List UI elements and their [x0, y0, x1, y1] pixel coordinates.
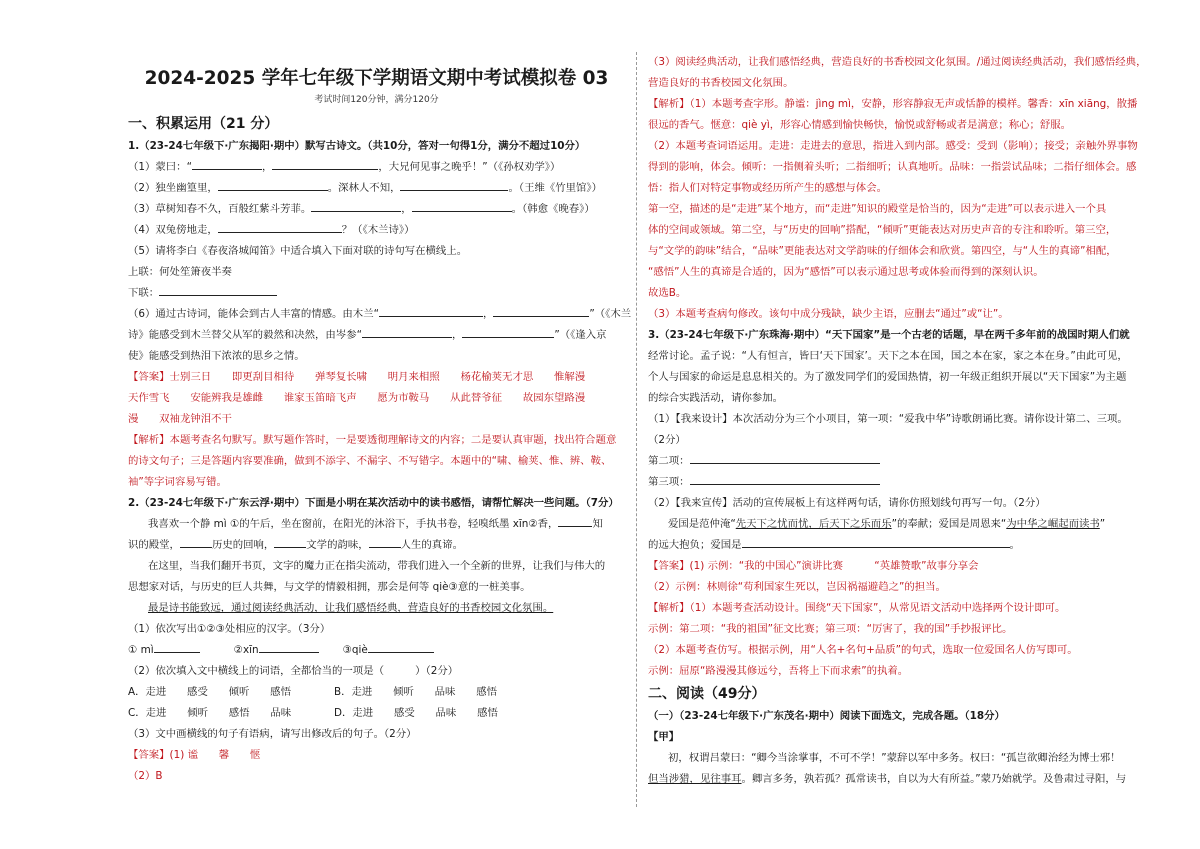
page-title: 2024-2025 学年七年级下学期语文期中考试模拟卷 03: [144, 68, 609, 89]
question-2-1-blanks: ① mì ②xīn ③qiè: [128, 640, 625, 661]
question-1-4: （4）双兔傍地走， ？（《木兰诗》）: [128, 220, 625, 241]
question-3-1-score: （2分）: [648, 434, 686, 446]
analysis-3-cont: 示例：屈原“路漫漫其修远兮，吾将上下而求索”的执着。: [648, 665, 909, 677]
question-3-text: 的综合实践活动，请你参加。: [648, 392, 784, 404]
option-a[interactable]: A．走进 感受 倾听 感悟: [128, 686, 291, 698]
slogan-line-2: 的远大抱负；爱国是 。: [648, 535, 1143, 556]
section-heading-1: 一、积累运用（21 分）: [128, 116, 279, 132]
passage-label: 【甲】: [648, 731, 680, 743]
answer-line: （3）阅读经典活动，让我们感悟经典，营造良好的书香校园文化氛围。/通过阅读经典活动，我们感悟经典，: [648, 56, 1147, 68]
analysis-line: 【解析】（1）本题考查字形。静谧：jìng mì，安静，形容静寂无声或恬静的模样。馨香：xīn xiāng，散播: [648, 98, 1138, 110]
question-1-6: （6）通过古诗词，能体会到古人丰富的情感。由木兰“ ， ”（《木兰: [128, 304, 625, 325]
question-2-3: （3）文中画横线的句子有语病，请写出修改后的句子。（2分）: [128, 728, 417, 740]
answer-blank[interactable]: [159, 283, 277, 296]
answer-blank[interactable]: [558, 514, 592, 527]
analysis-line: 得到的影响，体会。倾听：一指侧着头听；二指细听；认真地听。品味：一指尝试品味；二指仔细体会。感: [648, 161, 1137, 173]
analysis-line: （3）本题考查病句修改。该句中成分残缺，缺少主语，应删去“通过”或“让”。: [648, 308, 1009, 320]
option-d[interactable]: D．走进 感受 品味 感悟: [334, 707, 498, 719]
question-2-2: （2）依次填入文中横线上的词语，全都恰当的一项是（ ）（2分）: [128, 665, 459, 677]
answer-1-cont: 天作雪飞 安能辨我是雄雌 谁家玉笛暗飞声 愿为市鞍马 从此替爷征 故园东望路漫: [128, 392, 586, 404]
passage-line: 我喜欢一个静 mì ①的午后，坐在窗前，在阳光的沐浴下，手执书卷，轻嗅纸墨 xīn②香， 知: [128, 514, 625, 535]
item-two: 第二项：: [648, 451, 1143, 472]
passage-line: 思想家对话，与历史的巨人共舞，与文学的情毅相拥，那会是何等 qiè③意的一桩美事。: [128, 581, 531, 593]
question-1-1: （1）蒙曰：“ ， ，大兄何见事之晚乎！”（《孙权劝学》）: [128, 157, 625, 178]
analysis-line: 故选B。: [648, 287, 687, 299]
answer-blank[interactable]: [362, 325, 452, 338]
analysis-3-cont: （2）本题考查仿写。根据示例，用“人名+名句+品质”的句式，选取一位爱国名人仿写即可。: [648, 644, 1078, 656]
answer-blank[interactable]: [742, 535, 1010, 548]
answer-blank[interactable]: [274, 535, 306, 548]
answer-3-cont: （2）示例：林则徐“苟利国家生死以，岂因祸福避趋之”的担当。: [648, 581, 946, 593]
slogan-line: 爱国是范仲淹“先天下之忧而忧，后天下之乐而乐”的奉献；爱国是周恩来“为中华之崛起而读书”: [668, 518, 1106, 530]
answer-blank[interactable]: [412, 199, 512, 212]
question-1-heading: 1.（23-24七年级下·广东揭阳·期中）默写古诗文。（共10分，答对一句得1分，满分不超过10分）: [128, 140, 586, 152]
exam-info: 考试时间120分钟，满分120分: [314, 95, 439, 105]
analysis-line: “感悟”人生的真谛是合适的，因为“感悟”可以表示通过思考或体验而得到的深刻认识。: [648, 266, 1044, 278]
answer-blank[interactable]: [369, 535, 401, 548]
couplet-lower: 下联：: [128, 283, 625, 304]
analysis-line: 体的空间或领域。第二空，与“历史的回响”搭配，“倾听”更能表达对历史声音的专注和聆听。第三空，: [648, 224, 1117, 236]
analysis-line: 第一空，描述的是“走进”某个地方，而“走进”知识的殿堂是恰当的，因为“走进”可以表示进入一个具: [648, 203, 1107, 215]
answer-blank[interactable]: [379, 304, 483, 317]
passage-line: 在这里，当我们翻开书页，文字的魔力正在指尖流动，带我们进入一个全新的世界，让我们与伟大的: [148, 560, 606, 572]
answer-blank[interactable]: [690, 451, 880, 464]
passage-line: 但当涉猎，见往事耳。卿言多务，孰若孤？孤常读书，自以为大有所益。”蒙乃始就学。及鲁肃过寻阳，与: [648, 773, 1127, 785]
analysis-line: 很远的香气。惬意：qiè yì，形容心情感到愉快畅快，愉悦或舒畅或者是满意；称心；舒服。: [648, 119, 1072, 131]
answer-2: 【答案】(1) 谧 馨 惬: [128, 749, 261, 761]
question-1-3: （3）草树知春不久，百般红紫斗芳菲。 ， 。（韩愈《晚春》）: [128, 199, 625, 220]
analysis-line: 悟：指人们对特定事物或经历所产生的感想与体会。: [648, 182, 887, 194]
question-2-1: （1）依次写出①②③处相应的汉字。（3分）: [128, 623, 331, 635]
answer-blank[interactable]: [218, 220, 342, 233]
option-c[interactable]: C．走进 倾听 感悟 品味: [128, 707, 292, 719]
question-3-1: （1）【我来设计】本次活动分为三个小项目，第一项：“爱我中华”诗歌朗诵比赛。请你设计第二、三项。: [648, 413, 1128, 425]
question-1-6-cont: 诗》能感受到木兰替父从军的毅然和决然，由岑参“ ， ”（《逢入京: [128, 325, 625, 346]
answer-blank[interactable]: [259, 640, 319, 653]
option-b[interactable]: B．走进 倾听 品味 感悟: [334, 686, 497, 698]
question-3-heading: 3.（23-24七年级下·广东珠海·期中）“天下国家”是一个古老的话题，早在两千多年前的战国时期人们就: [648, 329, 1130, 341]
analysis-1: 【解析】本题考查名句默写。默写题作答时，一是要透彻理解诗文的内容；二是要认真审题，找出符合题意: [128, 434, 617, 446]
couplet-upper: 上联：何处笙箫夜半奏: [128, 266, 232, 278]
question-1-6-end: 使》能感受到热泪下浓浓的思乡之情。: [128, 350, 305, 362]
answer-2-cont: （2）B: [128, 770, 163, 782]
analysis-line: 与“文学的韵味”结合，“品味”更能表达对文学韵味的仔细体会和欣赏。第四空，与“人生的真谛”相配，: [648, 245, 1117, 257]
question-3-2: （2）【我来宣传】活动的宣传展板上有这样两句话，请你仿照划线句再写一句。（2分）: [648, 497, 1046, 509]
answer-blank[interactable]: [218, 178, 328, 191]
passage-line: 初，权谓吕蒙曰：“卿今当涂掌事，不可不学！”蒙辞以军中多务。权曰：“孤岂欲卿治经为博士邪！: [668, 752, 1121, 764]
answer-blank[interactable]: [272, 157, 378, 170]
passage-line: 识的殿堂， 历史的回响， 文学的韵味， 人生的真谛。: [128, 535, 625, 556]
question-3-text: 个人与国家的命运是息息相关的。为了激发同学们的爱国热情，初一年级正组织开展以“天下国家”为主题: [648, 371, 1127, 383]
analysis-line: （2）本题考查词语运用。走进：走进去的意思，指进入到内部。感受：受到（影响）；接受；亲触外界事物: [648, 140, 1138, 152]
item-three: 第三项：: [648, 472, 1143, 493]
question-1-2: （2）独坐幽篁里， 。深林人不知， 。（王维《竹里馆》）: [128, 178, 625, 199]
analysis-1-cont: 的诗文句子；三是答题内容要准确，做到不添字、不漏字、不写错字。本题中的“啸、榆荚、惟、辨、鞍、: [128, 455, 612, 467]
answer-blank[interactable]: [311, 199, 401, 212]
answer-blank[interactable]: [368, 640, 434, 653]
question-1-5: （5）请将李白《春夜洛城闻笛》中适合填入下面对联的诗句写在横线上。: [128, 245, 468, 257]
answer-3: 【答案】(1) 示例：“我的中国心”演讲比赛 “英雄赞歌”故事分享会: [648, 560, 979, 572]
answer-blank[interactable]: [462, 325, 554, 338]
underlined-sentence: 最是诗书能致远，通过阅读经典活动，让我们感悟经典，营造良好的书香校园文化氛围。: [148, 602, 554, 614]
options-row: [128, 703, 625, 724]
analysis-3-cont: 示例：第二项：“我的祖国”征文比赛；第三项：“厉害了，我的国”手抄报评比。: [648, 623, 1013, 635]
answer-blank[interactable]: [400, 178, 508, 191]
reading-1-heading: （一）（23-24七年级下·广东茂名·期中）阅读下面选文，完成各题。（18分）: [648, 710, 1005, 722]
question-2-heading: 2.（23-24七年级下·广东云浮·期中）下面是小明在某次活动中的读书感悟，请帮忙解决一些问题。（7分）: [128, 497, 619, 509]
question-3-text: 经常讨论。孟子说：“人有恒言，皆曰‘天下国家’。天下之本在国，国之本在家，家之本在身。”由此可见，: [648, 350, 1128, 362]
options-row: [128, 682, 625, 703]
answer-blank[interactable]: [493, 304, 589, 317]
answer-1-end: 漫 双袖龙钟泪不干: [128, 413, 232, 425]
answer-blank[interactable]: [180, 535, 212, 548]
left-column: [128, 52, 632, 787]
analysis-3: 【解析】（1）本题考查活动设计。围绕“天下国家”，从常见语文活动中选择两个设计即可。: [648, 602, 1066, 614]
answer-blank[interactable]: [192, 157, 262, 170]
answer-line: 营造良好的书香校园文化氛围。: [648, 77, 794, 89]
answer-1: 【答案】士别三日 即更刮目相待 弹琴复长啸 明月来相照 杨花榆荚无才思 惟解漫: [128, 371, 586, 383]
answer-blank[interactable]: [154, 640, 200, 653]
column-divider: [636, 52, 637, 807]
right-column: [648, 52, 1147, 790]
answer-blank[interactable]: [690, 472, 880, 485]
analysis-1-end: 袖”等字词容易写错。: [128, 476, 227, 488]
section-heading-2: 二、阅读（49分）: [648, 686, 766, 702]
